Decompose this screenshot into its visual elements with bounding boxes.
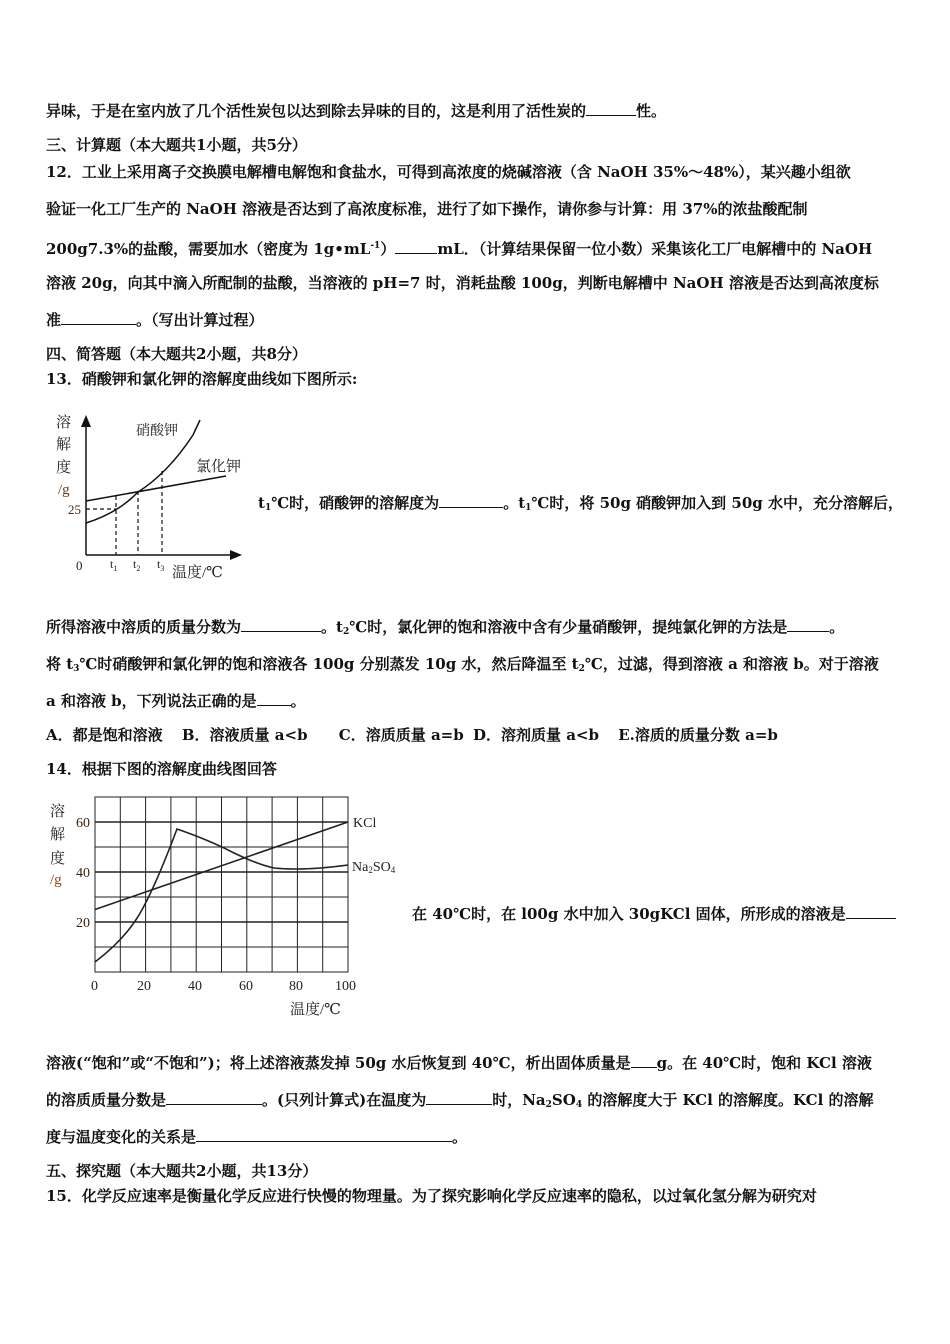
answer-blank[interactable] [166,1090,262,1105]
q13-line-3 [46,654,879,679]
q13-text: t [258,494,265,512]
svg-text:溶: 溶 [50,804,66,820]
q12-line-5 [46,310,264,330]
q15-line-1: 15．化学反应速率是衡量化学反应进行快慢的物理量。为了探究影响化学反应速率的隐私，以过氧化氢分解为研究对 [46,1187,817,1205]
y-axis-arrow-icon [81,415,91,427]
q14-text: 。(只列计算式)在温度为 [262,1091,427,1109]
answer-blank[interactable] [61,310,136,325]
q14-line-4 [46,1127,467,1147]
answer-blank[interactable] [257,691,291,706]
answer-blank[interactable] [846,904,896,919]
q14-text: 时，Na [492,1091,546,1109]
tick-x-20: 20 [137,979,151,994]
option-e[interactable]: E.溶质的质量分数 a=b [618,726,778,744]
q12-line-4: 溶液 20g，向其中滴入所配制的盐酸，当溶液的 pH=7 时，消耗盐酸 100g，判断电解槽中 NaOH 溶液是否达到高浓度标 [46,274,879,292]
svg-text:解: 解 [50,827,66,843]
q13-text: a 和溶液 b，下列说法正确的是 [46,692,257,710]
q14-side-text [412,904,896,924]
answer-blank[interactable] [631,1053,657,1068]
q13-text: ℃时，氯化钾的饱和溶液中含有少量硝酸钾，提纯氯化钾的方法是 [349,618,788,636]
svg-text:/g: /g [58,482,70,498]
na2so4-label: Na2SO4 [352,860,396,875]
tick-60: 60 [76,816,90,831]
subscript: 4 [575,1100,583,1110]
subscript: 2 [342,627,350,637]
grid [95,797,348,972]
subscript: 3 [73,664,80,674]
q12-text: ） [380,240,396,258]
q14-text: 溶液(“饱和”或“不饱和”)；将上述溶液蒸发掉 50g 水后恢复到 40℃，析出固体质量是 [46,1054,631,1072]
kcl-curve [86,476,226,501]
q13-text: ℃时硝酸钾和氯化钾的饱和溶液各 100g 分别蒸发 10g 水，然后降温至 t [79,655,579,673]
superscript: -1 [370,241,381,251]
tick-0: 0 [76,558,83,573]
q13-text: ℃时，将 50g 硝酸钾加入到 50g 水中，充分溶解后， [531,494,903,512]
tick-t1: $t_1$ [110,557,118,573]
tick-x-0: 0 [91,979,98,994]
q13-solubility-chart [48,405,253,585]
kcl-label: 氯化钾 [196,459,242,475]
svg-text:/g: /g [50,872,62,888]
tick-25: 25 [68,502,81,517]
q11-tail [46,101,666,121]
q14-text: 。 [452,1128,468,1146]
subscript: 2 [545,1100,552,1110]
section-3-heading: 三、计算题（本大题共1小题，共5分） [46,136,307,154]
y-axis-label [56,414,71,498]
subscript: 1 [525,503,532,513]
q13-line-4 [46,691,306,711]
answer-blank[interactable] [426,1090,492,1105]
q14-solubility-chart [44,795,414,1025]
tick-20: 20 [76,916,90,931]
subscript: 2 [578,664,585,674]
q13-title: 13．硝酸钾和氯化钾的溶解度曲线如下图所示: [46,370,358,388]
q14-text: 的溶解度大于 KCl 的溶解度。KCl 的溶解 [582,1091,874,1109]
kcl-label: KCl [353,816,377,831]
option-a[interactable]: A．都是饱和溶液 [46,726,163,744]
tick-t3: $t_3$ [157,557,165,573]
q11-text: 异味，于是在室内放了几个活性炭包以达到除去异味的目的，这是利用了活性炭的 [46,102,587,120]
q12-line-1: 12．工业上采用离子交换膜电解槽电解饱和食盐水，可得到高浓度的烧碱溶液（含 NaOH 35%～48%），某兴趣小组欲 [46,163,851,181]
svg-text:溶: 溶 [56,415,72,431]
answer-blank[interactable] [787,617,829,632]
q13-options [46,725,778,745]
q13-text: 将 t [46,655,74,673]
tick-x-60: 60 [239,979,253,994]
q13-text: 。t [321,618,343,636]
answer-blank[interactable] [241,617,321,632]
q13-text: 。t [503,494,526,512]
option-c[interactable]: C．溶质质量 a=b [338,726,464,744]
section-4-heading: 四、简答题（本大题共2小题，共8分） [46,345,307,363]
q14-line-2 [46,1053,872,1073]
q14-text: 度与温度变化的关系是 [46,1128,197,1146]
q14-line-3 [46,1090,874,1115]
answer-blank[interactable] [586,101,636,116]
section-5-heading: 五、探究题（本大题共2小题，共13分） [46,1162,318,1180]
tick-x-40: 40 [188,979,202,994]
q13-side-text [258,493,903,518]
kno3-label: 硝酸钾 [136,424,178,439]
answer-blank[interactable] [196,1127,452,1142]
q12-text: mL．（计算结果保留一位小数）采集该化工厂电解槽中的 NaOH [437,240,873,258]
x-axis-label: 温度/℃ [290,1002,341,1018]
q13-line-2 [46,617,844,642]
y-axis-label [50,803,65,888]
q11-text-end: 性。 [636,102,667,120]
q14-text: g。在 40℃时，饱和 KCl 溶液 [656,1054,872,1072]
q14-text: 在 40℃时，在 l00g 水中加入 30gKCl 固体，所形成的溶液是 [412,905,846,923]
subscript: 1 [264,503,272,513]
option-d[interactable]: D．溶剂质量 a<b [472,726,599,744]
svg-text:度: 度 [50,851,66,867]
option-b[interactable]: B．溶液质量 a<b [181,726,308,744]
svg-text:度: 度 [56,460,72,476]
x-axis-arrow-icon [230,550,242,560]
q12-text: 200g7.3%的盐酸，需要加水（密度为 1g•mL [46,240,371,258]
q14-title: 14．根据下图的溶解度曲线图回答 [46,760,277,778]
q13-text: ℃，过滤，得到溶液 a 和溶液 b。对于溶液 [584,655,879,673]
q13-text: 。 [829,618,845,636]
q13-text: ℃时，硝酸钾的溶解度为 [271,494,440,512]
tick-x-100: 100 [335,979,356,994]
q12-text: 。（写出计算过程） [136,311,264,329]
tick-x-80: 80 [289,979,303,994]
answer-blank[interactable] [439,493,503,508]
q13-text: 所得溶液中溶质的质量分数为 [46,618,242,636]
tick-40: 40 [76,866,90,881]
svg-text:解: 解 [56,437,72,453]
answer-blank[interactable] [395,239,437,254]
tick-t2: $t_2$ [133,557,141,573]
q14-text: 的溶质质量分数是 [46,1091,167,1109]
q12-line-2: 验证一化工厂生产的 NaOH 溶液是否达到了高浓度标准，进行了如下操作，请你参与计算：用 37%的浓盐酸配制 [46,200,808,218]
q12-line-3 [46,236,872,259]
q13-text: 。 [290,692,306,710]
x-axis-label: 温度/℃ [172,565,223,581]
q14-text: SO [551,1091,576,1109]
q12-text: 准 [46,311,62,329]
